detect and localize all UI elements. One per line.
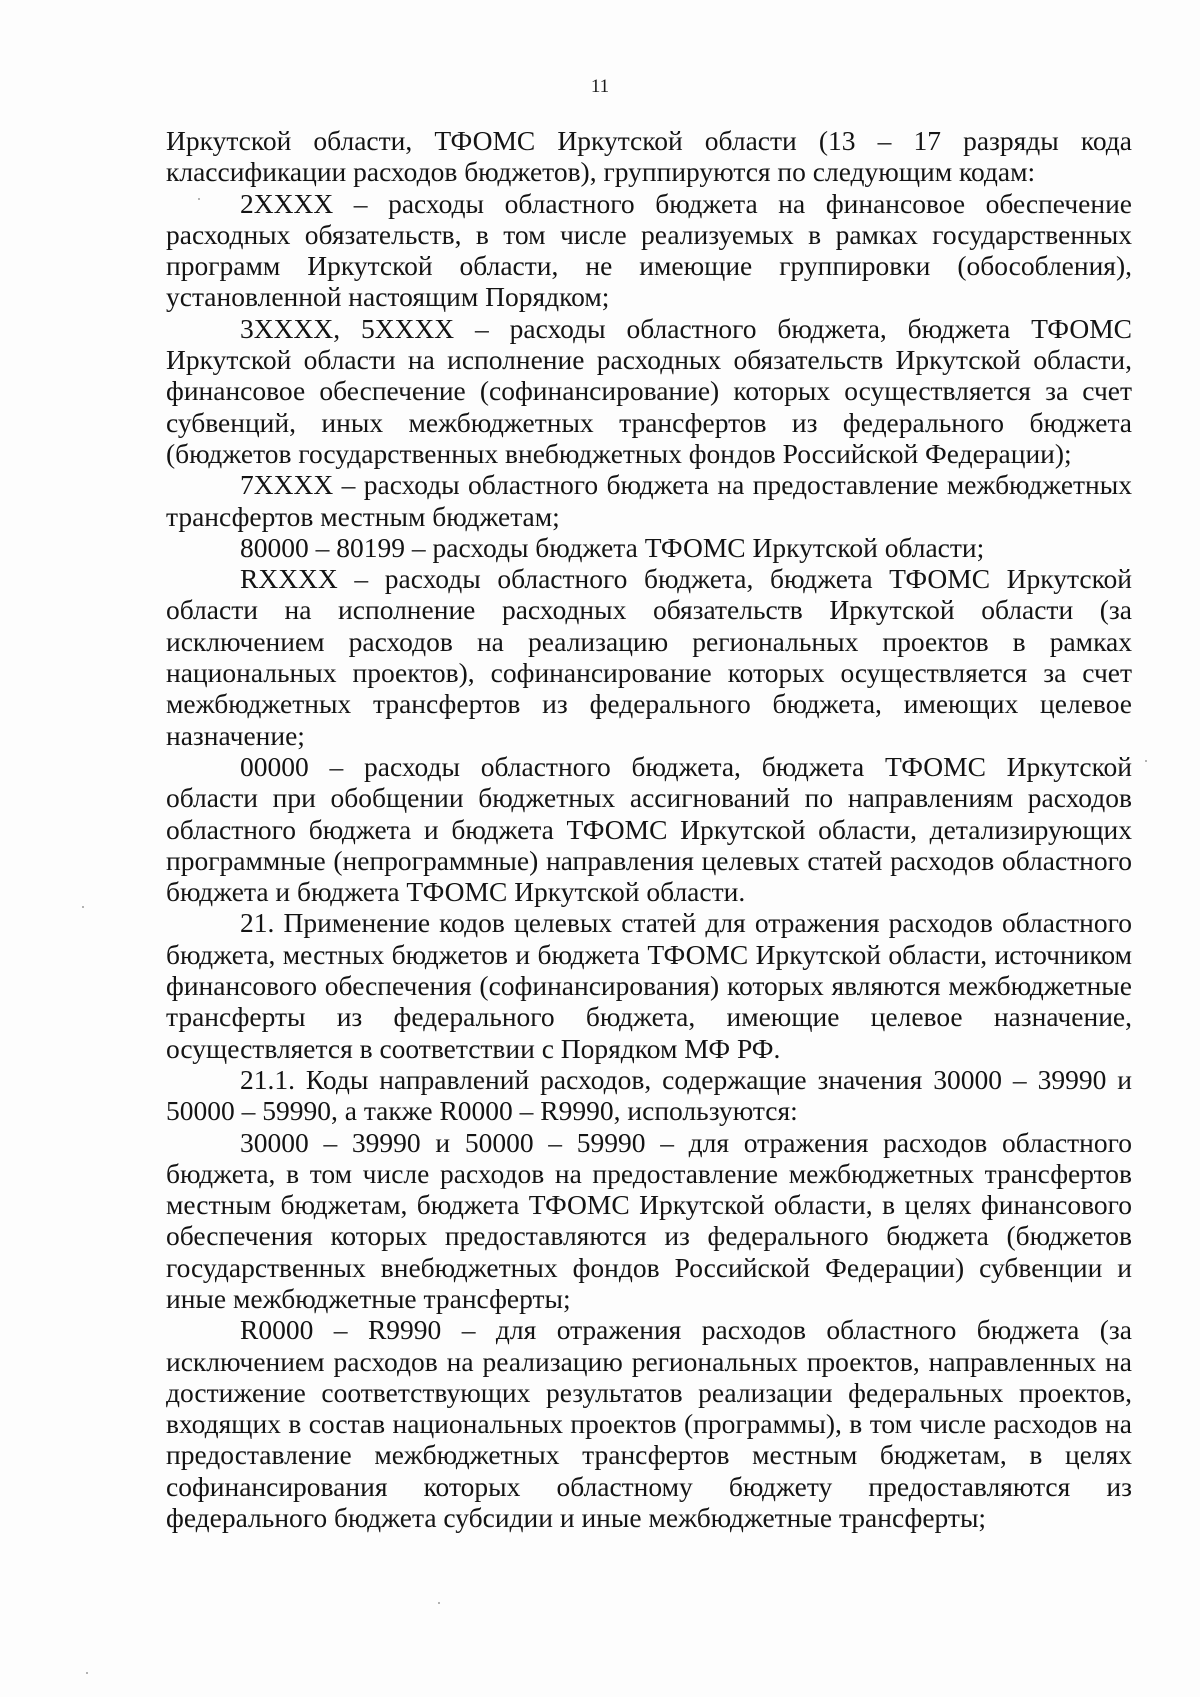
scan-speck: [198, 198, 200, 200]
scan-speck: [86, 1672, 88, 1674]
scan-speck: [82, 906, 84, 908]
paragraph-continuation: Иркутской области, ТФОМС Иркутской области (13 – 17 разряды кода классификации расходов бюджетов), группируются по следующим кодам:: [166, 125, 1132, 188]
paragraph-code-3xxxx-5xxxx: 3XXXX, 5XXXX – расходы областного бюджета, бюджета ТФОМС Иркутской области на исполнение расходных обязательств Иркутской области, финансовое обеспечение (софинансирование) которых осуществляется за счет субвенций, иных межбюджетных трансфертов из федерального бюджета (бюджетов государственных внебюджетных фондов Российской Федерации);: [166, 312, 1132, 469]
scan-speck: [438, 1602, 440, 1604]
paragraph-codes-r0000-r9990: R0000 – R9990 – для отражения расходов областного бюджета (за исключением расходов на реализацию региональных проектов, направленных на достижение соответствующих результатов реализации федеральных проектов, входящих в состав национальных проектов (программы), в том числе расходов на предоставление межбюджетных трансфертов местным бюджетам, в целях софинансирования которых областному бюджету предоставляются из федерального бюджета субсидии и иные межбюджетные трансферты;: [166, 1314, 1132, 1534]
paragraph-code-00000: 00000 – расходы областного бюджета, бюджета ТФОМС Иркутской области при обобщении бюджетных ассигнований по направлениям расходов областного бюджета и бюджета ТФОМС Иркутской области, детализирующих программные (непрограммные) направления целевых статей расходов областного бюджета и бюджета ТФОМС Иркутской области.: [166, 750, 1132, 908]
document-body: [166, 125, 1132, 1533]
paragraph-code-7xxxx: 7XXXX – расходы областного бюджета на предоставление межбюджетных трансфертов местным бюджетам;: [166, 469, 1132, 532]
paragraph-clause-21: 21. Применение кодов целевых статей для отражения расходов областного бюджета, местных бюджетов и бюджета ТФОМС Иркутской области, источником финансового обеспечения (софинансирования) которых являются межбюджетные трансферты из федерального бюджета, имеющие целевое назначение, осуществляется в соответствии с Порядком МФ РФ.: [166, 907, 1132, 1064]
paragraph-code-rxxxx: RXXXX – расходы областного бюджета, бюджета ТФОМС Иркутской области на исполнение расходных обязательств Иркутской области (за исключением расходов на реализацию региональных проектов в рамках национальных проектов), софинансирование которых осуществляется за счет межбюджетных трансфертов из федерального бюджета, имеющих целевое назначение;: [166, 563, 1132, 751]
paragraph-code-2xxxx: 2XXXX – расходы областного бюджета на финансовое обеспечение расходных обязательств, в том числе реализуемых в рамках государственных программ Иркутской области, не имеющие группировки (обособления), установленной настоящим Порядком;: [166, 187, 1132, 313]
scan-speck: [1145, 760, 1147, 762]
paragraph-codes-30000-59990: 30000 – 39990 и 50000 – 59990 – для отражения расходов областного бюджета, в том числе расходов на предоставление межбюджетных трансфертов местным бюджетам, бюджета ТФОМС Иркутской области, в целях финансового обеспечения которых предоставляются из федерального бюджета (бюджетов государственных внебюджетных фондов Российской Федерации) субвенции и иные межбюджетные трансферты;: [166, 1126, 1132, 1314]
page-number: 11: [590, 76, 610, 97]
paragraph-code-80000: 80000 – 80199 – расходы бюджета ТФОМС Иркутской области;: [240, 531, 985, 563]
paragraph-clause-21-1: 21.1. Коды направлений расходов, содержащие значения 30000 – 39990 и 50000 – 59990, а также R0000 – R9990, используются:: [166, 1063, 1132, 1127]
